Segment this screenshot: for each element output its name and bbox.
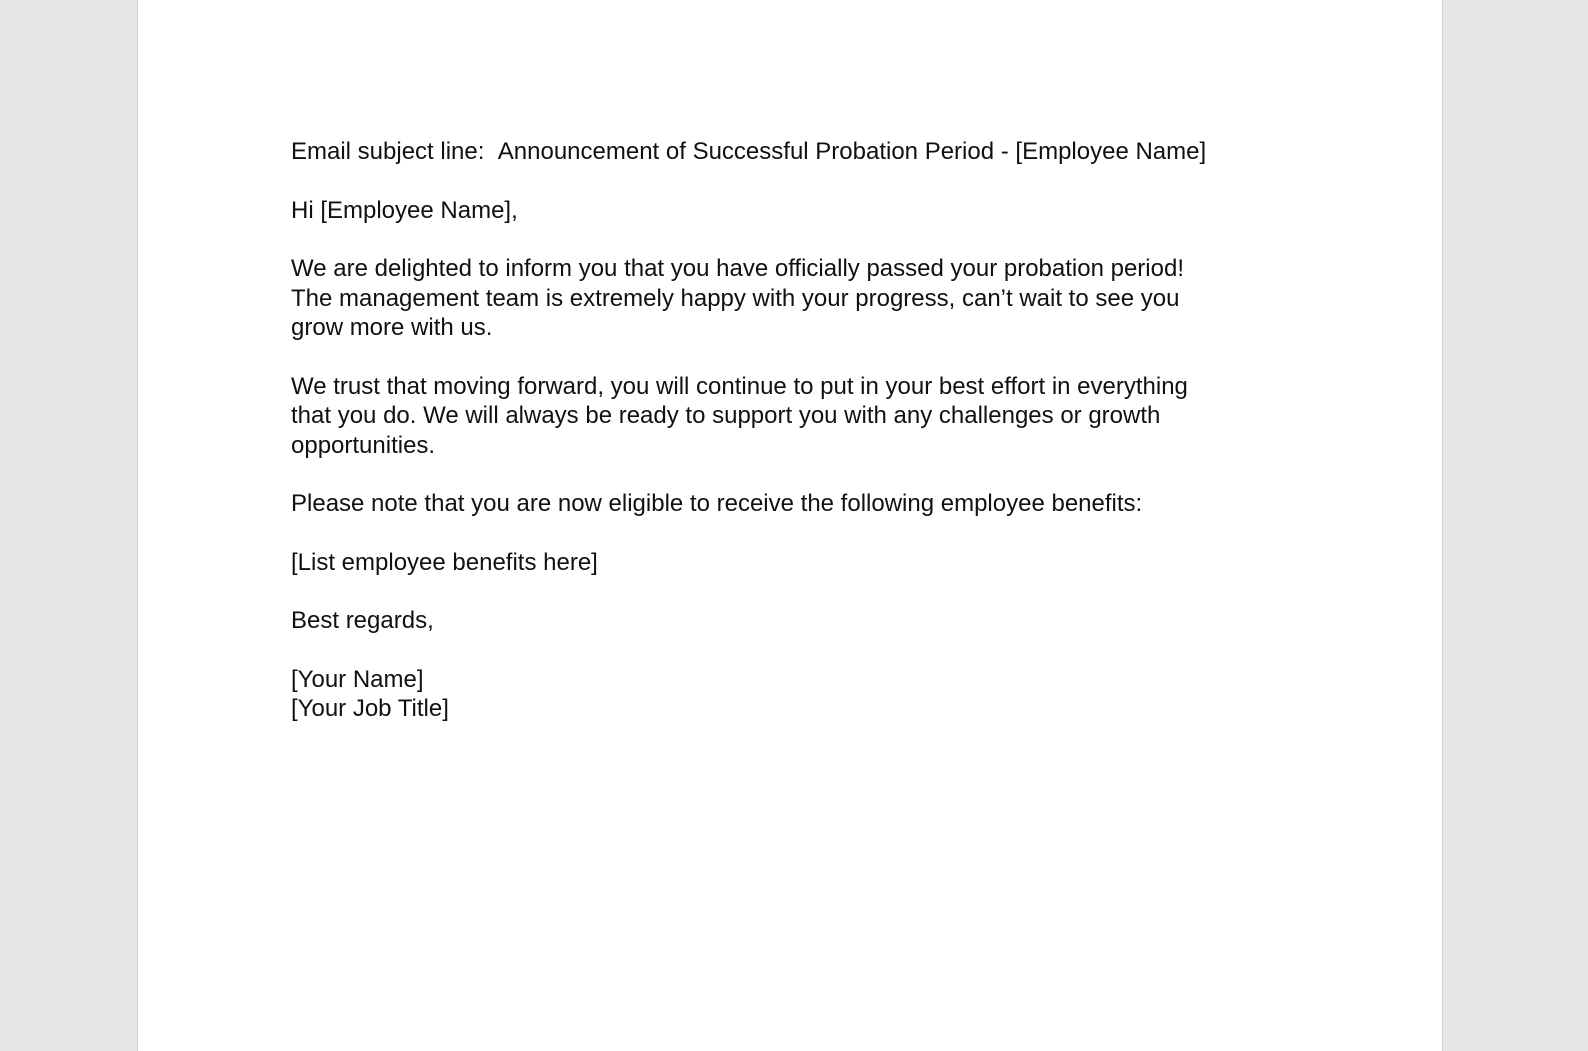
paragraph-line: that you do. We will always be ready to support you with any challenges or growth bbox=[291, 402, 1161, 429]
greeting: Hi [Employee Name], bbox=[291, 196, 518, 224]
signature-name: [Your Name] bbox=[291, 665, 424, 693]
subject-label: Email subject line: bbox=[291, 138, 485, 165]
closing: Best regards, bbox=[291, 607, 434, 634]
subject-text: Announcement of Successful Probation Period - [Employee Name] bbox=[497, 138, 1207, 165]
paragraph-line: We are delighted to inform you that you have officially passed your probation period! bbox=[291, 255, 1184, 282]
subject-line bbox=[291, 137, 1301, 167]
document-page bbox=[137, 0, 1443, 1051]
paragraph-line: opportunities. bbox=[291, 431, 436, 459]
paragraph-line: The management team is extremely happy with your progress, can’t wait to see you bbox=[291, 284, 1180, 312]
paragraph-line: grow more with us. bbox=[291, 314, 493, 341]
signature-title: [Your Job Title] bbox=[291, 695, 449, 722]
paragraph-progress bbox=[291, 254, 1301, 343]
benefits-placeholder: [List employee benefits here] bbox=[291, 548, 598, 576]
letter-body bbox=[291, 137, 1301, 753]
benefits-intro: Please note that you are now eligible to receive the following employee benefits: bbox=[291, 490, 1143, 517]
paragraph-future bbox=[291, 372, 1301, 461]
paragraph-line: We trust that moving forward, you will continue to put in your best effort in everything bbox=[291, 372, 1188, 400]
signature-block bbox=[291, 665, 1301, 724]
